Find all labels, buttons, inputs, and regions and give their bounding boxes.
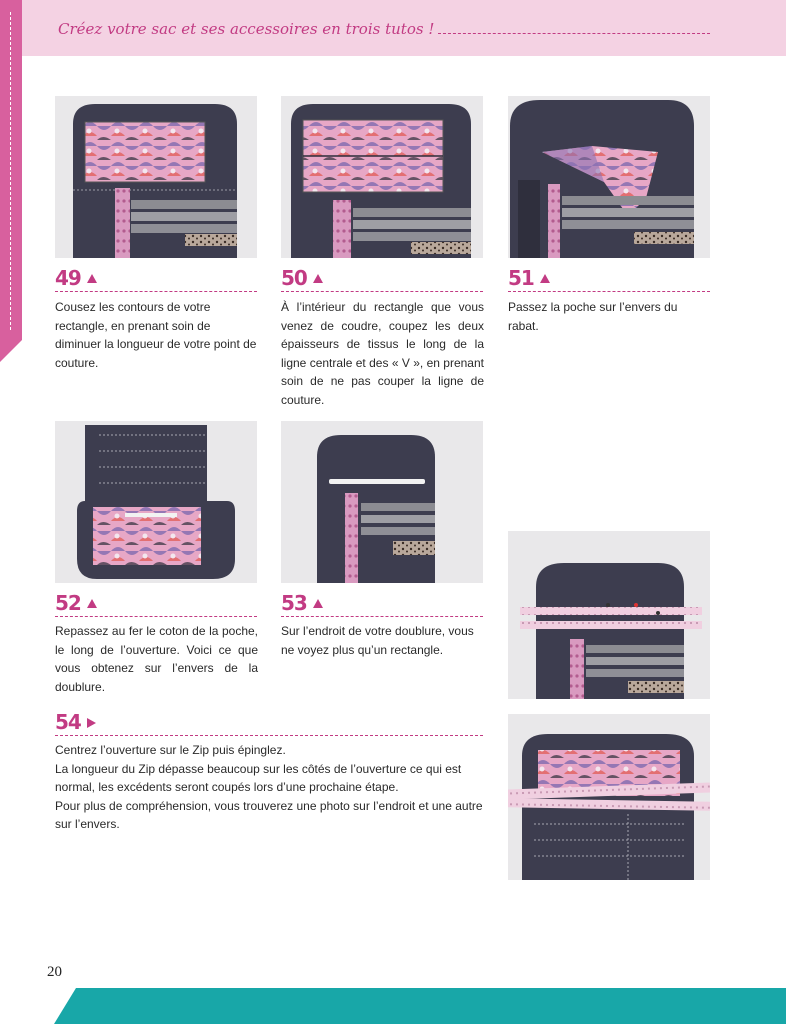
step-54-text [55, 741, 485, 834]
step-54-rule [55, 735, 483, 736]
side-stitch-line [10, 12, 11, 330]
step-53-text: Sur l’endroit de votre doublure, vous ne voyez plus qu’un rectangle. [281, 624, 474, 657]
step-49-rule [55, 291, 257, 292]
header-band [0, 0, 786, 56]
arrow-up-icon [313, 274, 323, 283]
header-dashed-rule [438, 33, 710, 34]
step-51-photo [508, 96, 710, 258]
step-54-number: 54 [55, 710, 81, 734]
step-50-rule [281, 291, 483, 292]
arrow-up-icon [87, 274, 97, 283]
step-51-number: 51 [508, 266, 534, 290]
side-band-tip [0, 340, 22, 362]
step-52-number: 52 [55, 591, 81, 615]
step-52-heading [55, 590, 97, 616]
step-52-photo [55, 421, 257, 583]
step-51-heading [508, 265, 550, 291]
step-54-line: Centrez l’ouverture sur le Zip puis épinglez. [55, 743, 286, 757]
header-title: Créez votre sac et ses accessoires en trois tutos ! [58, 20, 435, 38]
footer-band [54, 988, 786, 1024]
arrow-right-icon [87, 718, 96, 728]
step-49-number: 49 [55, 266, 81, 290]
page-number: 20 [47, 964, 62, 980]
step-53-photo [281, 421, 483, 583]
step-49-heading [55, 265, 97, 291]
step-54-line: La longueur du Zip dépasse beaucoup sur les côtés de l’ouverture ce qui est normal, les excédents seront coupés lors d’une prochaine étape. [55, 761, 462, 794]
step-54-photo-envers [508, 714, 710, 880]
step-52-rule [55, 616, 257, 617]
step-54-heading [55, 709, 96, 735]
arrow-up-icon [540, 274, 550, 283]
step-53-number: 53 [281, 591, 307, 615]
step-49-photo [55, 96, 257, 258]
arrow-up-icon [313, 599, 323, 608]
step-50-photo [281, 96, 483, 258]
step-50-number: 50 [281, 266, 307, 290]
step-54-line: Pour plus de compréhension, vous trouverez une photo sur l’endroit et une autre sur l’envers. [55, 798, 483, 831]
step-49-text: Cousez les contours de votre rectangle, en prenant soin de diminuer la longueur de votre point de couture. [55, 300, 257, 370]
step-52-text: Repassez au fer le coton de la poche, le long de l’ouverture. Voici ce que vous obtenez sur l’envers de la doublure. [55, 624, 258, 694]
step-53-rule [281, 616, 483, 617]
step-51-text: Passez la poche sur l’envers du rabat. [508, 300, 678, 333]
side-band [0, 0, 22, 340]
step-53-heading [281, 590, 323, 616]
step-51-rule [508, 291, 710, 292]
step-54-photo-endroit [508, 531, 710, 699]
arrow-up-icon [87, 599, 97, 608]
step-50-text: À l’intérieur du rectangle que vous venez de coudre, coupez les deux épaisseurs de tissus le long de la ligne centrale et des « V », en prenant soin de ne pas couper la ligne de couture. [281, 300, 484, 407]
step-50-heading [281, 265, 323, 291]
